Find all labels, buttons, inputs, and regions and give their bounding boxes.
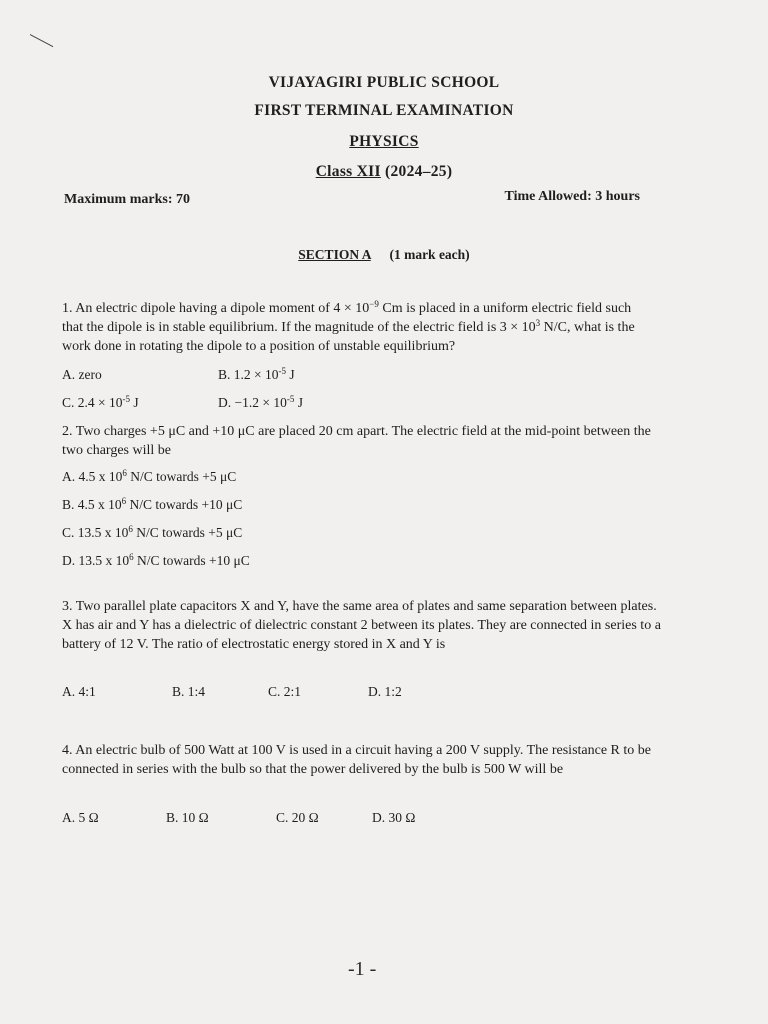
option-text: N/C towards +5 μC — [126, 469, 237, 484]
option-unit: J — [130, 395, 139, 410]
question-text: Two charges +5 μC and +10 μC are placed 20 cm apart. The electric field at the mid-point between the two charges will be — [62, 424, 651, 458]
option-text: 1:2 — [384, 684, 402, 699]
option-label: D. — [368, 684, 382, 699]
option-text: 1.2 × 10 — [233, 367, 279, 382]
class-label: Class XII — [315, 163, 381, 180]
q3-option-b — [172, 684, 205, 700]
question-1 — [62, 299, 652, 356]
time-allowed: Time Allowed: 3 hours — [504, 189, 640, 204]
option-text: 5 Ω — [78, 810, 99, 825]
section-heading — [0, 247, 768, 263]
q1-option-d — [218, 395, 303, 411]
option-label: A. — [62, 469, 76, 484]
pen-stroke-mark — [30, 34, 54, 47]
section-title: SECTION A — [298, 247, 371, 262]
q4-option-b — [166, 810, 209, 826]
option-text: 30 Ω — [388, 810, 416, 825]
superscript: -5 — [122, 394, 131, 404]
question-text: An electric dipole having a dipole moment of 4 × 10 — [75, 301, 370, 316]
q2-option-b — [62, 497, 242, 513]
option-label: C. — [62, 395, 75, 410]
superscript: -5 — [286, 394, 295, 404]
option-label: C. — [276, 810, 289, 825]
question-4 — [62, 741, 668, 779]
option-label: B. — [166, 810, 179, 825]
q1-option-a — [62, 367, 102, 383]
question-number: 4. — [62, 743, 73, 758]
q3-option-c — [268, 684, 301, 700]
question-3 — [62, 597, 668, 654]
option-text: 2:1 — [283, 684, 302, 699]
option-text: zero — [78, 367, 102, 382]
max-marks: Maximum marks: 70 — [64, 192, 190, 207]
q4-option-c — [276, 810, 319, 826]
option-text: 4.5 x 10 — [78, 469, 123, 484]
question-number: 3. — [62, 599, 73, 614]
question-text: N/C, what is the work done in rotating the dipole to a position of unstable equilibrium? — [62, 320, 635, 354]
option-label: B. — [172, 684, 185, 699]
question-text: Cm is placed in a uniform electric field such that the dipole is in stable equilibrium. If the magnitude of the electric field is 3 × 10 — [62, 301, 632, 335]
option-text: 1:4 — [187, 684, 206, 699]
option-label: B. — [218, 367, 231, 382]
q4-option-a — [62, 810, 99, 826]
option-label: D. — [218, 395, 232, 410]
question-number: 1. — [62, 301, 73, 316]
question-text: Two parallel plate capacitors X and Y, have the same area of plates and same separation between plates. X has air and Y has a dielectric of dielectric constant 2 between its plates. They are connected in series to a battery of 12 V. The ratio of electrostatic energy stored in X and Y is — [62, 599, 661, 652]
option-text: 20 Ω — [291, 810, 319, 825]
question-text: An electric bulb of 500 Watt at 100 V is used in a circuit having a 200 V supply. The resistance R to be connected in series with the bulb so that the power delivered by the bulb is 500 W will be — [62, 743, 651, 777]
option-label: C. — [62, 525, 75, 540]
section-note: (1 mark each) — [389, 247, 470, 262]
superscript: 3 — [535, 318, 541, 328]
subject-title: PHYSICS — [349, 133, 419, 150]
superscript: −9 — [369, 299, 379, 309]
q2-option-d — [62, 553, 250, 569]
class-line — [0, 163, 768, 181]
option-text: 10 Ω — [181, 810, 209, 825]
superscript: 6 — [122, 468, 127, 478]
option-unit: J — [294, 395, 303, 410]
option-label: A. — [62, 684, 76, 699]
school-name: VIJAYAGIRI PUBLIC SCHOOL — [268, 74, 500, 91]
option-label: A. — [62, 367, 76, 382]
q2-option-c — [62, 525, 242, 541]
option-label: D. — [62, 553, 76, 568]
option-text: N/C towards +10 μC — [133, 553, 250, 568]
q3-option-d — [368, 684, 402, 700]
question-2 — [62, 422, 662, 460]
option-label: A. — [62, 810, 76, 825]
option-label: D. — [372, 810, 386, 825]
page-number: -1 - — [348, 958, 377, 980]
option-label: B. — [62, 497, 75, 512]
q3-option-a — [62, 684, 96, 700]
option-text: 4:1 — [78, 684, 96, 699]
option-text: 13.5 x 10 — [78, 553, 130, 568]
superscript: -5 — [278, 366, 287, 376]
option-text: −1.2 × 10 — [234, 395, 287, 410]
q2-option-a — [62, 469, 236, 485]
superscript: 6 — [128, 524, 133, 534]
option-unit: J — [286, 367, 295, 382]
exam-title: FIRST TERMINAL EXAMINATION — [254, 102, 514, 119]
option-text: 2.4 × 10 — [77, 395, 123, 410]
option-text: N/C towards +10 μC — [126, 497, 243, 512]
option-text: 4.5 x 10 — [77, 497, 122, 512]
q1-option-c — [62, 395, 139, 411]
option-label: C. — [268, 684, 281, 699]
option-text: 13.5 x 10 — [77, 525, 129, 540]
q4-option-d — [372, 810, 415, 826]
superscript: 6 — [129, 552, 134, 562]
option-text: N/C towards +5 μC — [132, 525, 243, 540]
session: (2024–25) — [385, 163, 453, 180]
q1-option-b — [218, 367, 295, 383]
superscript: 6 — [121, 496, 127, 506]
question-number: 2. — [62, 424, 73, 439]
